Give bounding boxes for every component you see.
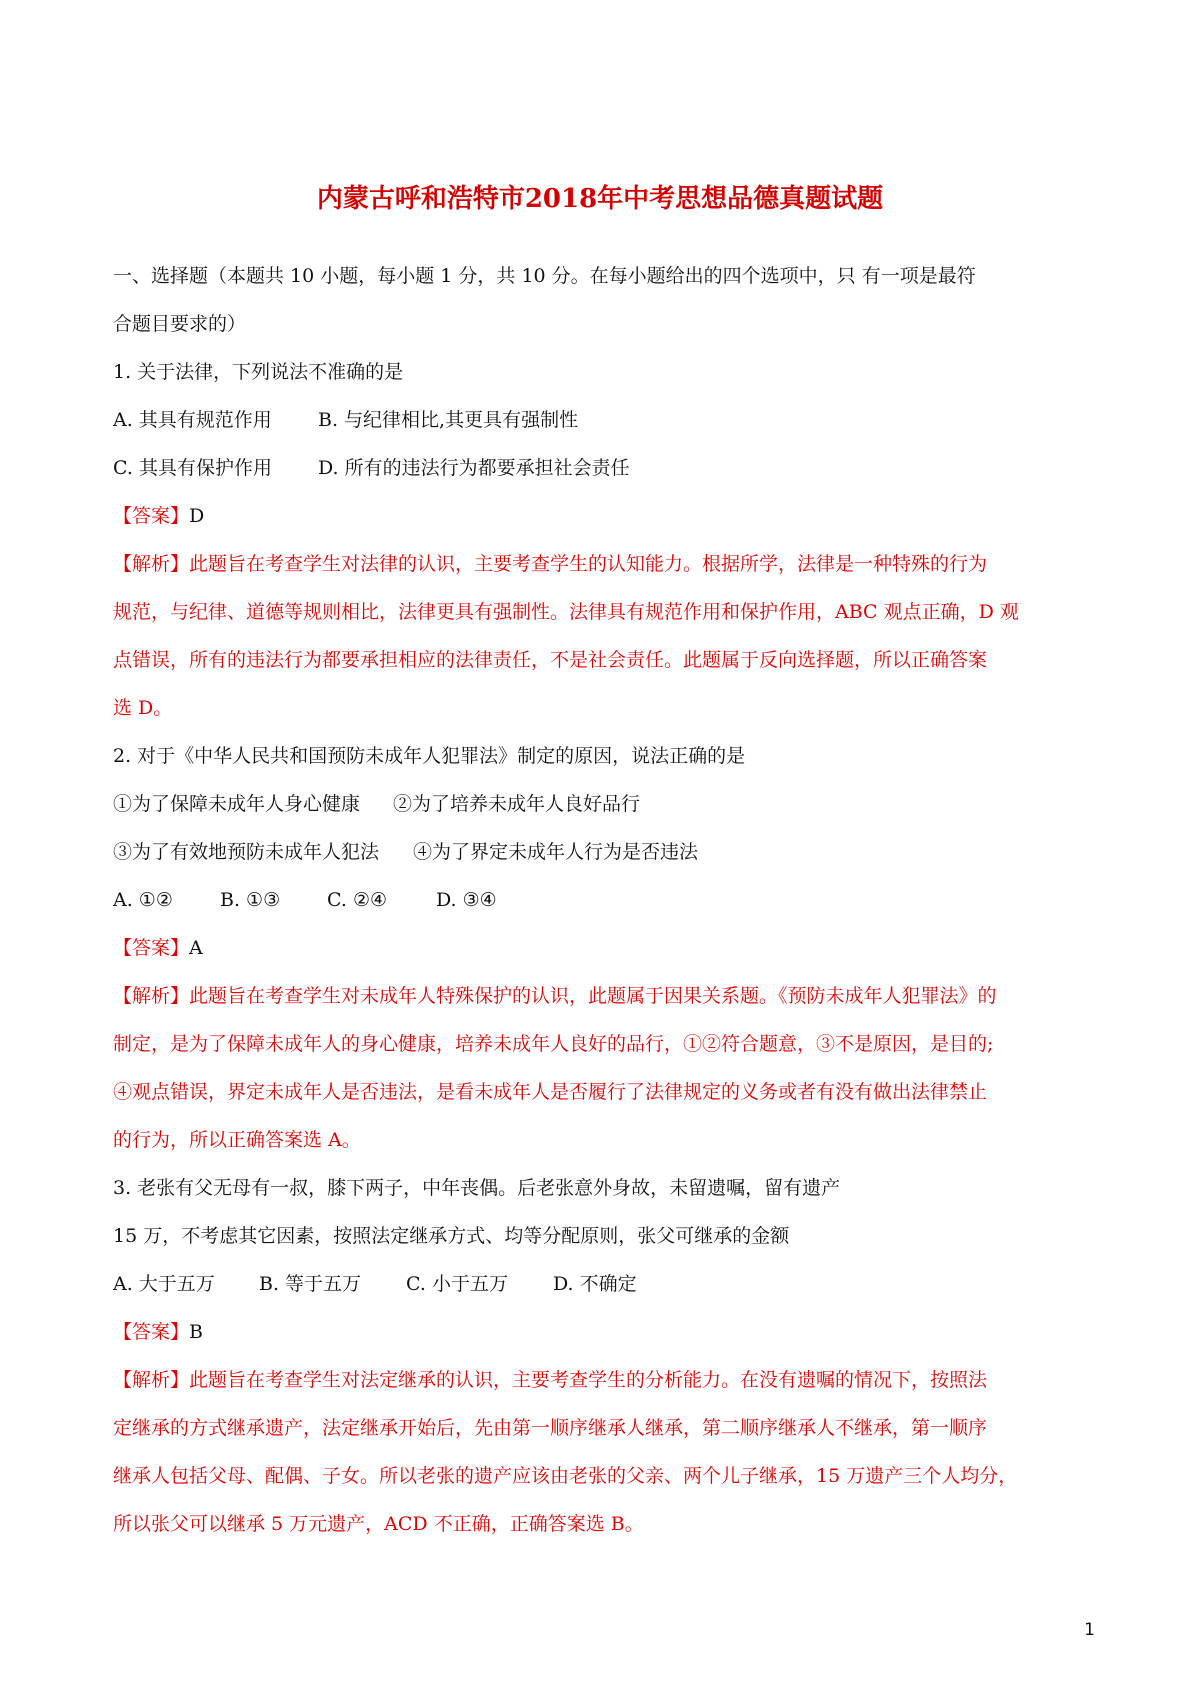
- q1-option-d: D. 所有的违法行为都要承担社会责任: [318, 457, 630, 479]
- q1-option-c: C. 其具有保护作用: [113, 457, 272, 479]
- q1-option-b: B. 与纪律相比,其更具有强制性: [318, 409, 579, 431]
- q2-stem: 2. 对于《中华人民共和国预防未成年人犯罪法》制定的原因，说法正确的是: [113, 745, 746, 767]
- q2-item-4: ④为了界定未成年人行为是否违法: [413, 841, 699, 863]
- q3-stem-line1: 3. 老张有父无母有一叔，膝下两子，中年丧偶。后老张意外身故，未留遗嘱，留有遗产: [113, 1177, 841, 1199]
- q3-option-b: B. 等于五万: [259, 1273, 362, 1295]
- q2-item-1: ①为了保障未成年人身心健康: [113, 793, 361, 815]
- answer-label: 【答案】: [113, 937, 190, 959]
- q2-analysis-line: 的行为，所以正确答案选 A。: [113, 1129, 361, 1151]
- exam-content: [113, 252, 1088, 1548]
- answer-label: 【答案】: [113, 1321, 190, 1343]
- q2-items-row2: [113, 828, 1088, 876]
- q3-analysis-line: 继承人包括父母、配偶、子女。所以老张的遗产应该由老张的父亲、两个儿子继承，15 万遗产三个人均分，: [113, 1465, 1018, 1487]
- q1-stem: 1. 关于法律，下列说法不准确的是: [113, 361, 404, 383]
- q3-option-c: C. 小于五万: [406, 1273, 508, 1295]
- q3-answer: [113, 1308, 1088, 1356]
- q2-option-b: B. ①③: [220, 889, 281, 911]
- answer-value: B: [189, 1321, 203, 1343]
- q2-item-3: ③为了有效地预防未成年人犯法: [113, 841, 380, 863]
- page-title: 内蒙古呼和浩特市2018年中考思想品德真题试题: [316, 184, 884, 214]
- q2-item-2: ②为了培养未成年人良好品行: [393, 793, 641, 815]
- q2-items-row1: [113, 780, 1088, 828]
- q2-options: [113, 876, 1088, 924]
- q2-option-a: A. ①②: [113, 889, 173, 911]
- q1-analysis-line: 【解析】此题旨在考查学生对法律的认识，主要考查学生的认知能力。根据所学，法律是一种特殊的行为: [113, 553, 988, 575]
- answer-value: A: [189, 937, 203, 959]
- q2-option-c: C. ②④: [327, 889, 388, 911]
- q2-analysis-line: 制定，是为了保障未成年人的身心健康，培养未成年人良好的品行，①②符合题意，③不是原因，是目的;: [113, 1033, 994, 1055]
- q2-answer: [113, 924, 1088, 972]
- q3-analysis-line: 【解析】此题旨在考查学生对法定继承的认识，主要考查学生的分析能力。在没有遗嘱的情况下，按照法: [113, 1369, 988, 1391]
- q1-options-row2: [113, 444, 1088, 492]
- answer-value: D: [189, 505, 205, 527]
- q1-option-a: A. 其具有规范作用: [113, 409, 272, 431]
- section-instructions-line1: 一、选择题（本题共 10 小题，每小题 1 分，共 10 分。在每小题给出的四个选项中，只 有一项是最符: [113, 265, 976, 287]
- q2-analysis-line: 【解析】此题旨在考查学生对未成年人特殊保护的认识，此题属于因果关系题。《预防未成年人犯罪法》的: [113, 985, 997, 1007]
- answer-label: 【答案】: [113, 505, 190, 527]
- section-instructions-line2: 合题目要求的）: [113, 313, 247, 335]
- q1-analysis-line: 选 D。: [113, 697, 173, 719]
- q1-analysis-line: 点错误，所有的违法行为都要承担相应的法律责任，不是社会责任。此题属于反向选择题，所以正确答案: [113, 649, 988, 671]
- q3-option-a: A. 大于五万: [113, 1273, 215, 1295]
- q3-analysis-line: 所以张父可以继承 5 万元遗产，ACD 不正确，正确答案选 B。: [113, 1513, 644, 1535]
- q3-stem-line2: 15 万，不考虑其它因素，按照法定继承方式、均等分配原则，张父可继承的金额: [113, 1225, 790, 1247]
- q3-option-d: D. 不确定: [553, 1273, 637, 1295]
- q2-analysis-line: ④观点错误，界定未成年人是否违法，是看未成年人是否履行了法律规定的义务或者有没有做出法律禁止: [113, 1081, 988, 1103]
- q1-analysis-line: 规范，与纪律、道德等规则相比，法律更具有强制性。法律具有规范作用和保护作用，ABC 观点正确，D 观: [113, 601, 1019, 623]
- q3-options: [113, 1260, 1088, 1308]
- page-number: 1: [1084, 1620, 1095, 1640]
- q3-analysis-line: 定继承的方式继承遗产，法定继承开始后，先由第一顺序继承人继承，第二顺序继承人不继承，第一顺序: [113, 1417, 988, 1439]
- q1-answer: [113, 492, 1088, 540]
- q2-option-d: D. ③④: [436, 889, 497, 911]
- q1-options-row1: [113, 396, 1088, 444]
